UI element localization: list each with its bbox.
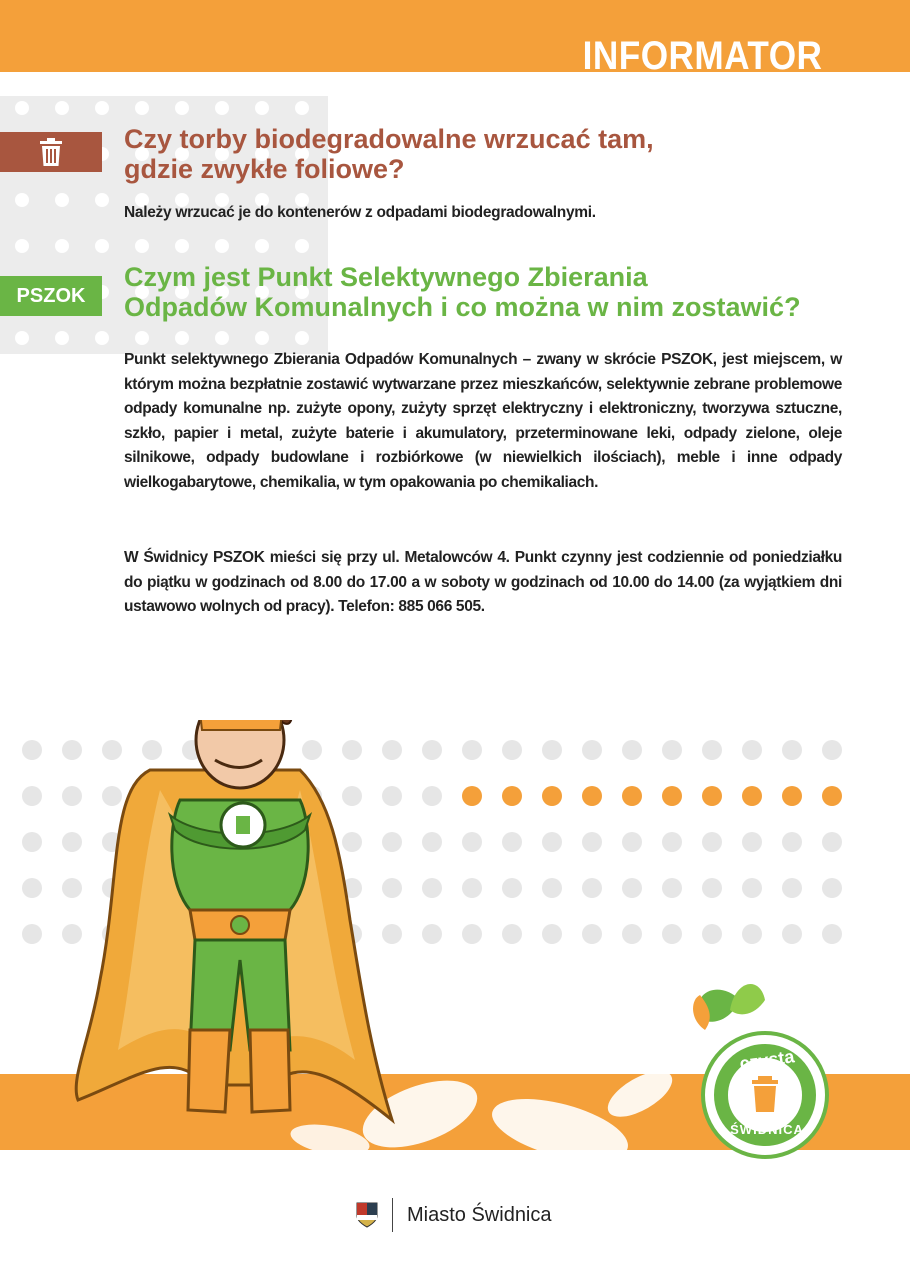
panel-dot [215, 101, 229, 115]
gray-dot [782, 878, 802, 898]
gray-dot [702, 832, 722, 852]
gray-dot [502, 878, 522, 898]
gray-dot [102, 786, 122, 806]
panel-dot [295, 101, 309, 115]
panel-dot [175, 239, 189, 253]
gray-dot [622, 740, 642, 760]
panel-dot [215, 331, 229, 345]
gray-dot [662, 924, 682, 944]
orange-dot [662, 786, 682, 806]
panel-dot [55, 193, 69, 207]
gray-dot [622, 832, 642, 852]
gray-dot [62, 878, 82, 898]
gray-dot [22, 924, 42, 944]
gray-dot [382, 786, 402, 806]
panel-dot [15, 239, 29, 253]
gray-dot [502, 924, 522, 944]
section1-title-line1: Czy torby biodegradowalne wrzucać tam, [124, 124, 654, 154]
panel-dot [95, 239, 109, 253]
footer-city-name: Miasto Świdnica [407, 1203, 552, 1226]
gray-dot [582, 740, 602, 760]
gray-dot [382, 878, 402, 898]
orange-dot [742, 786, 762, 806]
panel-dot [15, 193, 29, 207]
orange-dot [702, 786, 722, 806]
gray-dot [662, 832, 682, 852]
panel-dot [255, 101, 269, 115]
gray-dot [742, 924, 762, 944]
section2-paragraph2: W Świdnicy PSZOK mieści się przy ul. Metalowców 4. Punkt czynny jest codziennie od poniedziałku do piątku w godzinach od 8.00 do 17.00 a w soboty w godzinach od 10.00 do 14.00 (za wyjątkiem dni ustawowo wolnych od pracy). Telefon: 885 066 505. [124, 549, 842, 615]
gray-dot [582, 878, 602, 898]
gray-dot [822, 924, 842, 944]
panel-dot [15, 331, 29, 345]
panel-dot [215, 239, 229, 253]
orange-dot [542, 786, 562, 806]
orange-dot [462, 786, 482, 806]
gray-dot [422, 878, 442, 898]
gray-dot [462, 740, 482, 760]
pszok-badge: PSZOK [0, 276, 102, 316]
panel-dot [55, 239, 69, 253]
gray-dot [62, 740, 82, 760]
gray-dot [662, 878, 682, 898]
panel-dot [95, 101, 109, 115]
gray-dot [822, 832, 842, 852]
gray-dot [342, 832, 362, 852]
gray-dot [542, 924, 562, 944]
orange-dot [582, 786, 602, 806]
panel-dot [295, 331, 309, 345]
gray-dot [62, 786, 82, 806]
panel-dot [55, 101, 69, 115]
orange-dot [822, 786, 842, 806]
gray-dot [782, 740, 802, 760]
panel-dot [95, 331, 109, 345]
gray-dot [702, 878, 722, 898]
city-crest-icon [356, 1202, 378, 1228]
section2-paragraph1: Punkt selektywnego Zbierania Odpadów Komunalnych – zwany w skrócie PSZOK, jest miejscem, w którym można bezpłatnie zostawić wytwarzane przez mieszkańców, selektywnie zebrane problemowe odpady komunalne np. zużyte opony, zużyty sprzęt elektryczny i elektroniczny, tworzywa sztuczne, szkło, papier i metal, zużyte baterie i akumulatory, przeterminowane leki, odpady zielone, oleje silnikowe, odpady budowlane i rozbiórkowe (w niewielkich ilościach), meble i inne odpady wielkogabarytowe, chemikalia, w tym opakowania po chemikaliach. [124, 351, 842, 491]
panel-dot [135, 101, 149, 115]
gray-dot [462, 878, 482, 898]
gray-dot [422, 924, 442, 944]
orange-dot [782, 786, 802, 806]
gray-dot [822, 740, 842, 760]
trash-icon [40, 138, 62, 166]
panel-dot [175, 101, 189, 115]
section1-title [124, 124, 744, 184]
section2-title-line2: Odpadów Komunalnych i co można w nim zostawić? [124, 292, 801, 322]
gray-dot [782, 924, 802, 944]
gray-dot [622, 878, 642, 898]
logo-top-text: czysta [738, 1046, 796, 1074]
logo-trash-icon [752, 1076, 778, 1112]
logo-bottom-text: ŚWIDNICA [730, 1122, 804, 1137]
panel-dot [55, 331, 69, 345]
panel-dot [255, 331, 269, 345]
gray-dot [142, 740, 162, 760]
gray-dot [422, 740, 442, 760]
gray-dot [22, 832, 42, 852]
gray-dot [22, 740, 42, 760]
trash-badge [0, 132, 102, 172]
panel-dot [295, 239, 309, 253]
gray-dot [542, 878, 562, 898]
gray-dot [742, 878, 762, 898]
panel-dot [95, 193, 109, 207]
gray-dot [742, 832, 762, 852]
panel-dot [135, 331, 149, 345]
gray-dot [662, 740, 682, 760]
gray-dot [542, 832, 562, 852]
gray-dot [582, 924, 602, 944]
section1-title-line2: gdzie zwykłe foliowe? [124, 154, 405, 184]
gray-dot [502, 832, 522, 852]
gray-dot [702, 924, 722, 944]
gray-dot [382, 924, 402, 944]
gray-dot [822, 878, 842, 898]
decoration-area [0, 720, 910, 1170]
orange-dot [502, 786, 522, 806]
section2-title-line1: Czym jest Punkt Selektywnego Zbierania [124, 262, 648, 292]
gray-dot [342, 740, 362, 760]
gray-dot [462, 832, 482, 852]
gray-dot [742, 740, 762, 760]
gray-dot [102, 740, 122, 760]
panel-dot [255, 239, 269, 253]
gray-dot [702, 740, 722, 760]
gray-dot [582, 832, 602, 852]
gray-dot [382, 740, 402, 760]
panel-dot [15, 101, 29, 115]
gray-dot [502, 740, 522, 760]
gray-dot [422, 786, 442, 806]
panel-dot [135, 239, 149, 253]
gray-dot [302, 740, 322, 760]
panel-dot [175, 331, 189, 345]
gray-dot [62, 832, 82, 852]
gray-dot [462, 924, 482, 944]
footer [356, 1198, 552, 1232]
orange-dot [622, 786, 642, 806]
gray-dot [782, 832, 802, 852]
section1-answer: Należy wrzucać je do kontenerów z odpadami biodegradowalnymi. [124, 204, 596, 221]
gray-dot [22, 878, 42, 898]
gray-dot [342, 786, 362, 806]
gray-dot [542, 740, 562, 760]
gray-dot [622, 924, 642, 944]
header-title: INFORMATOR [582, 34, 822, 78]
gray-dot [62, 924, 82, 944]
gray-dot [382, 832, 402, 852]
footer-divider [392, 1198, 393, 1232]
gray-dot [422, 832, 442, 852]
section2-title [124, 262, 864, 322]
superhero-mascot-illustration [76, 720, 392, 1120]
gray-dot [22, 786, 42, 806]
